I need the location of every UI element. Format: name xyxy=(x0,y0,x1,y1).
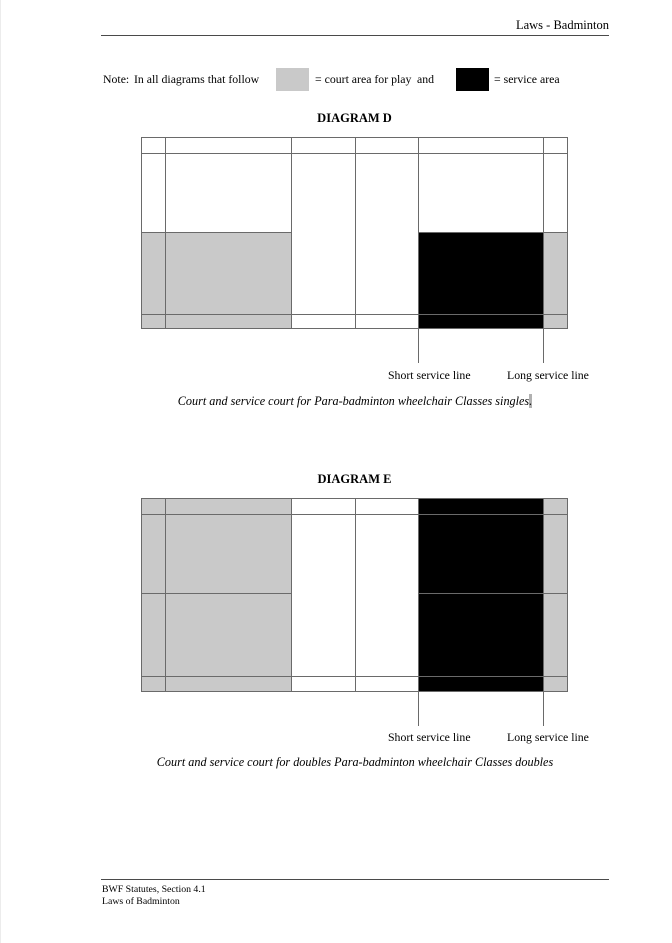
court-grid-vline xyxy=(567,137,568,329)
court-grid-vline xyxy=(355,498,356,692)
court-grid-vline xyxy=(418,137,419,329)
court-grid-hline xyxy=(141,691,568,692)
court-grid-vline xyxy=(543,137,544,329)
diagram-e-court xyxy=(141,498,568,692)
header-title: Laws - Badminton xyxy=(515,18,609,32)
court-grid-vline xyxy=(165,137,166,329)
court-grid-hline xyxy=(418,593,568,594)
court-area-for-play xyxy=(141,498,291,692)
diagram-d-caption xyxy=(101,394,609,408)
court-area-for-play-side-alley xyxy=(543,498,568,692)
court-grid-vline xyxy=(567,498,568,692)
diagram-e-long-service-line-label: Long service line xyxy=(507,730,589,744)
court-grid-hline xyxy=(418,232,568,233)
diagram-d-short-service-line-label: Short service line xyxy=(388,368,471,382)
footer-line2: Laws of Badminton xyxy=(102,895,180,907)
court-grid-hline xyxy=(141,232,291,233)
diagram-e-title: DIAGRAM E xyxy=(317,472,392,486)
court-grid-hline xyxy=(141,514,568,515)
court-grid-vline xyxy=(355,137,356,329)
legend-court-area-swatch xyxy=(276,68,309,91)
court-grid-vline xyxy=(141,498,142,692)
legend-service-area-label: = service area xyxy=(494,72,560,86)
footer-divider xyxy=(101,879,609,880)
diagram-d-court xyxy=(141,137,568,329)
legend-service-area-swatch xyxy=(456,68,489,91)
service-line-leader xyxy=(543,329,544,363)
diagram-d-long-service-line-label: Long service line xyxy=(507,368,589,382)
note-intro-text: In all diagrams that follow xyxy=(134,72,260,86)
note-conjunction: and xyxy=(417,72,435,86)
header-divider xyxy=(101,35,609,36)
legend-court-area-label: = court area for play xyxy=(315,72,412,86)
court-grid-vline xyxy=(141,137,142,329)
note-label: Note: xyxy=(103,72,130,86)
court-grid-hline xyxy=(141,137,568,138)
court-grid-vline xyxy=(418,498,419,692)
court-grid-hline xyxy=(141,153,568,154)
court-grid-hline xyxy=(141,498,568,499)
court-grid-vline xyxy=(291,498,292,692)
court-grid-hline xyxy=(141,676,568,677)
court-grid-hline xyxy=(141,328,568,329)
court-grid-vline xyxy=(543,498,544,692)
caption-highlight-mark: . xyxy=(529,394,533,408)
footer-line1: BWF Statutes, Section 4.1 xyxy=(102,884,206,895)
diagram-d-title: DIAGRAM D xyxy=(317,111,392,125)
diagram-e-caption: Court and service court for doubles Para-badminton wheelchair Classes doubles xyxy=(156,755,554,769)
diagram-e-short-service-line-label: Short service line xyxy=(388,730,471,744)
service-line-leader xyxy=(418,329,419,363)
diagram-d-caption-text: Court and service court for Para-badminton wheelchair Classes singles xyxy=(177,394,530,408)
footer xyxy=(102,884,206,907)
court-grid-vline xyxy=(165,498,166,692)
court-grid-vline xyxy=(291,137,292,329)
service-area xyxy=(418,498,543,692)
service-line-leader xyxy=(418,692,419,726)
court-grid-hline xyxy=(141,593,291,594)
service-line-leader xyxy=(543,692,544,726)
court-grid-hline xyxy=(141,314,568,315)
